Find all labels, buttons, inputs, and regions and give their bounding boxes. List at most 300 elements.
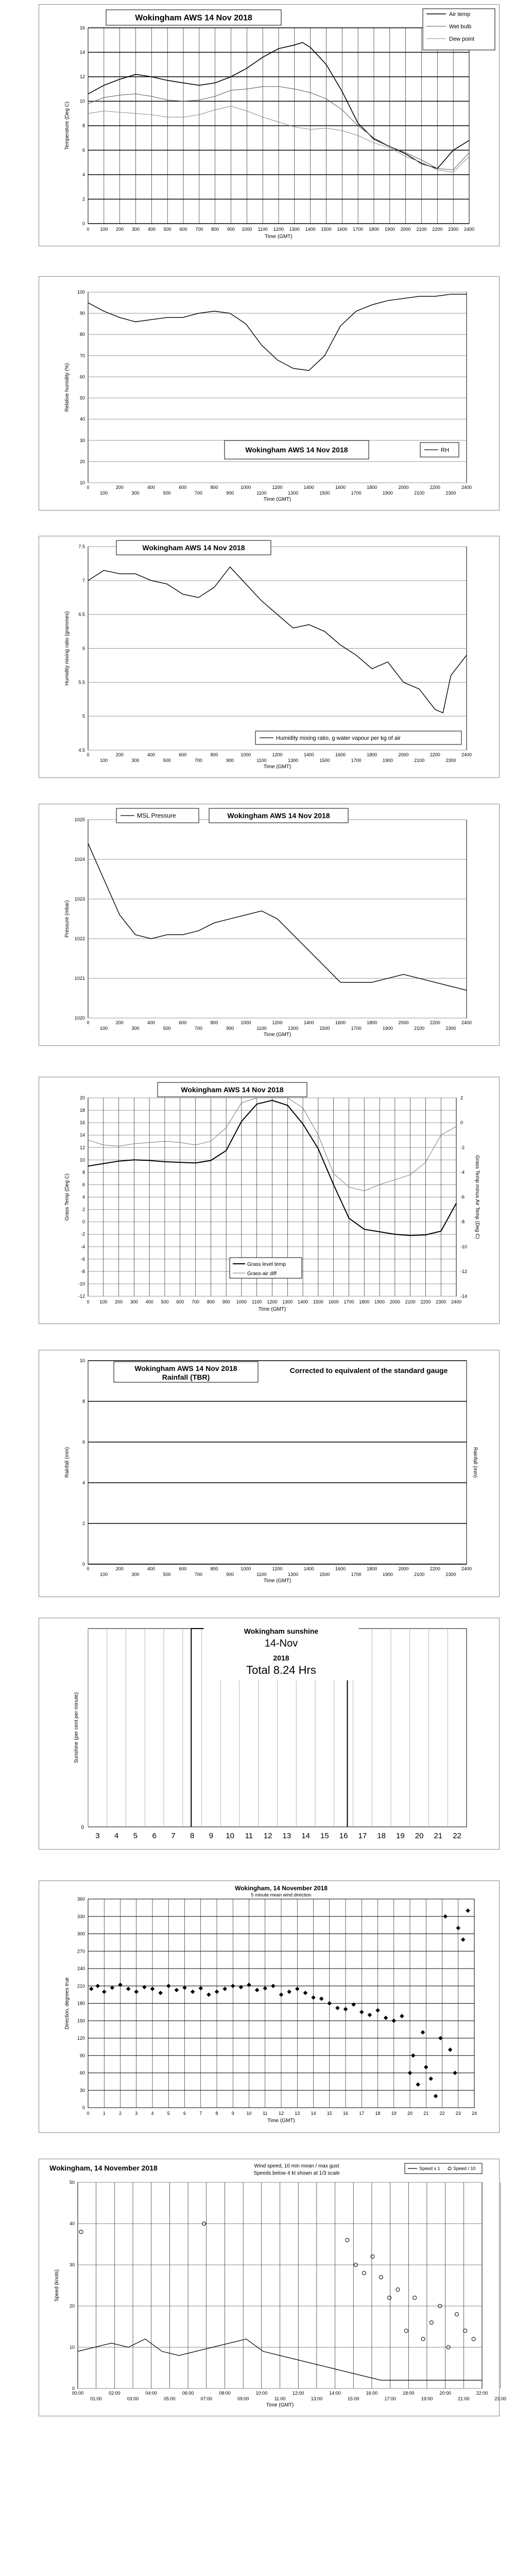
y-tick-label: 0	[82, 1562, 85, 1567]
y-right-tick-label: -10	[460, 1244, 468, 1249]
x-tick-label: 2200	[420, 1299, 431, 1304]
chart-subtitle: Wind speed, 10 min mean / max gust	[254, 2163, 339, 2169]
x-tick-label: 02:00	[109, 2391, 121, 2396]
x-tick-label: 18:00	[403, 2391, 415, 2396]
legend-label: Grass-air diff	[247, 1271, 277, 1277]
x-tick-label: 1700	[351, 1026, 362, 1031]
y-tick-label: 14	[79, 49, 85, 55]
x-tick-label: 200	[116, 227, 124, 232]
x-tick-label: 1100	[256, 1026, 267, 1031]
x-axis-label: Time (GMT)	[263, 764, 291, 770]
x-tick-label: 500	[163, 490, 171, 496]
x-tick-label: 1000	[241, 1020, 251, 1025]
x-tick-label: 5	[167, 2111, 170, 2116]
x-tick-label: 500	[163, 758, 171, 763]
y-right-tick-label: -8	[460, 1219, 465, 1225]
pressure-chart-svg	[39, 804, 499, 1045]
y-tick-label: 80	[79, 332, 85, 337]
x-tick-label: 600	[176, 1299, 184, 1304]
x-tick-label: 14:00	[329, 2391, 341, 2396]
y-tick-label: 100	[77, 290, 85, 295]
x-tick-label: 500	[163, 227, 171, 232]
x-tick-label: 1500	[319, 1572, 330, 1577]
x-tick-label: 2100	[414, 758, 425, 763]
y-tick-label: 60	[79, 2070, 85, 2076]
x-tick-label: 10:00	[255, 2391, 268, 2396]
x-tick-label: 19:00	[421, 2396, 433, 2401]
x-tick-label: 09:00	[237, 2396, 249, 2401]
x-tick-label: 13:00	[311, 2396, 323, 2401]
y-axis-label: Speed (knots)	[54, 2269, 60, 2302]
x-tick-label: 1900	[374, 1299, 385, 1304]
x-tick-label: 1500	[321, 227, 332, 232]
x-tick-label: 06:00	[182, 2391, 194, 2396]
x-tick-label: 700	[194, 490, 202, 496]
chart-title-text: Wokingham AWS 14 Nov 2018	[134, 1364, 237, 1372]
y-tick-label: 330	[77, 1913, 85, 1919]
x-tick-label: 1300	[289, 227, 300, 232]
x-tick-label: 11	[263, 2111, 268, 2116]
x-tick-label: 600	[179, 485, 187, 490]
x-tick-label: 200	[115, 485, 124, 490]
x-tick-label: 2100	[416, 227, 427, 232]
x-tick-label: 9	[209, 1832, 214, 1840]
x-tick-label: 2	[118, 2111, 122, 2116]
y-tick-label: 7.5	[78, 544, 85, 549]
y-tick-label: 10	[79, 98, 85, 104]
x-tick-label: 04:00	[145, 2391, 157, 2396]
x-tick-label: 2000	[398, 1020, 409, 1025]
y-tick-label: 20	[79, 1095, 85, 1100]
chart-title: Wokingham AWS 14 Nov 2018	[227, 811, 330, 820]
y-tick-label: 1021	[74, 976, 85, 981]
y-tick-label: 1020	[74, 1015, 85, 1021]
x-tick-label: 100	[100, 490, 108, 496]
x-tick-label: 08:00	[219, 2391, 231, 2396]
x-tick-label: 1200	[267, 1299, 278, 1304]
x-tick-label: 14	[301, 1832, 310, 1840]
x-tick-label: 1200	[273, 227, 284, 232]
x-tick-label: 400	[145, 1299, 153, 1304]
x-tick-label: 2100	[414, 1572, 425, 1577]
x-tick-label: 20	[407, 2111, 413, 2116]
y-tick-label: 6	[82, 646, 85, 651]
x-tick-label: 100	[100, 1572, 108, 1577]
chart-title: Wokingham AWS 14 Nov 2018	[181, 1085, 284, 1094]
y-tick-label: 0	[72, 2386, 75, 2391]
y-axis-label: Relative humidity (%)	[64, 363, 70, 412]
y-tick-label: -2	[80, 1231, 85, 1237]
x-tick-label: 1700	[353, 227, 364, 232]
y-tick-label: 2	[82, 1521, 85, 1526]
x-tick-label: 11	[245, 1832, 253, 1840]
y-tick-label: 18	[79, 1108, 85, 1113]
chart-title: Wokingham AWS 14 Nov 2018	[142, 543, 245, 552]
x-tick-label: 400	[147, 227, 156, 232]
x-tick-label: 07:00	[200, 2396, 213, 2401]
y-tick-label: 30	[69, 2262, 75, 2267]
x-tick-label: 400	[147, 485, 156, 490]
x-tick-label: 1900	[382, 1572, 393, 1577]
x-tick-label: 1800	[367, 1020, 377, 1025]
x-tick-label: 2200	[430, 1020, 440, 1025]
sunshine-chart	[39, 1618, 500, 1850]
y-tick-label: 6	[82, 147, 85, 153]
x-tick-label: 100	[100, 1026, 108, 1031]
x-tick-label: 22	[439, 2111, 445, 2116]
x-tick-label: 9	[231, 2111, 234, 2116]
y-axis-label: Temperature (Deg C)	[64, 101, 70, 150]
y-tick-label: 10	[79, 480, 85, 485]
mixing-ratio-chart	[39, 536, 500, 778]
y-axis-label: Direction, degrees true	[64, 1977, 70, 2030]
x-tick-label: 1400	[303, 485, 314, 490]
sunshine-chart-svg	[39, 1618, 499, 1849]
x-axis-label: Time (GMT)	[258, 1307, 286, 1312]
chart-subtitle: Speeds below 4 kt shown at 1/3 scale	[253, 2171, 340, 2176]
x-tick-label: 1900	[382, 758, 393, 763]
x-tick-label: 21	[423, 2111, 429, 2116]
y-tick-label: 4	[82, 1480, 85, 1485]
x-tick-label: 1300	[288, 490, 299, 496]
y-tick-label: -4	[80, 1244, 85, 1249]
legend-label: Air temp	[449, 11, 470, 18]
x-tick-label: 24	[471, 2111, 477, 2116]
x-tick-label: 1600	[337, 227, 348, 232]
x-tick-label: 2300	[448, 227, 459, 232]
x-tick-label: 2400	[461, 1020, 472, 1025]
x-tick-label: 15	[327, 2111, 332, 2116]
legend-label: Wet bulb	[449, 24, 472, 30]
y-right-axis-label: Rainfall (mm)	[472, 1447, 478, 1478]
x-tick-label: 1500	[319, 758, 330, 763]
x-tick-label: 1100	[256, 490, 267, 496]
x-tick-label: 2300	[445, 1026, 456, 1031]
x-tick-label: 19	[391, 2111, 397, 2116]
x-tick-label: 300	[131, 490, 140, 496]
x-axis-label: Time (GMT)	[266, 2402, 294, 2408]
y-right-tick-label: -12	[460, 1268, 468, 1274]
y-tick-label: 4.5	[78, 748, 85, 753]
x-tick-label: 1200	[272, 752, 283, 757]
x-tick-label: 1800	[367, 1566, 377, 1571]
x-tick-label: 14	[311, 2111, 316, 2116]
x-tick-label: 00:00	[72, 2391, 84, 2396]
x-tick-label: 500	[163, 1572, 171, 1577]
x-tick-label: 2000	[398, 485, 409, 490]
x-tick-label: 900	[226, 1026, 234, 1031]
x-tick-label: 1200	[272, 485, 283, 490]
x-tick-label: 19	[396, 1832, 405, 1840]
x-tick-label: 600	[179, 227, 187, 232]
y-tick-label: 16	[79, 25, 85, 30]
temperature-chart-svg	[39, 5, 499, 246]
x-tick-label: 15:00	[347, 2396, 359, 2401]
x-axis-label: Time (GMT)	[263, 1578, 291, 1584]
grass-temperature-chart	[39, 1077, 500, 1324]
y-tick-label: 2	[82, 1207, 85, 1212]
chart-subtitle: Rainfall (TBR)	[162, 1373, 210, 1381]
x-tick-label: 0	[87, 1299, 90, 1304]
y-axis-label: Rainfall (mm)	[64, 1447, 70, 1478]
x-tick-label: 16	[339, 1832, 348, 1840]
y-right-tick-label: -6	[460, 1194, 465, 1200]
x-tick-label: 1400	[298, 1299, 308, 1304]
y-tick-label: 12	[79, 74, 85, 79]
mixing-ratio-chart-svg	[39, 536, 499, 777]
wind-direction-chart	[39, 1880, 500, 2133]
y-tick-label: 5.5	[78, 680, 85, 685]
x-tick-label: 10	[226, 1832, 234, 1840]
x-tick-label: 1400	[303, 1566, 314, 1571]
x-tick-label: 100	[100, 758, 108, 763]
chart-total: Total 8.24 Hrs	[246, 1664, 316, 1676]
y-tick-label: -6	[80, 1256, 85, 1262]
x-tick-label: 2000	[398, 752, 409, 757]
x-tick-label: 21	[434, 1832, 443, 1840]
legend-label: RH	[441, 447, 449, 453]
x-tick-label: 1100	[258, 227, 268, 232]
x-tick-label: 23	[455, 2111, 461, 2116]
y-tick-label: 1025	[74, 817, 85, 822]
x-tick-label: 200	[115, 1299, 123, 1304]
x-tick-label: 1300	[288, 758, 299, 763]
x-tick-label: 12	[278, 2111, 284, 2116]
x-tick-label: 2200	[432, 227, 443, 232]
x-tick-label: 1900	[384, 227, 395, 232]
x-tick-label: 800	[210, 1566, 218, 1571]
y-tick-label: 7	[82, 578, 85, 583]
x-tick-label: 1600	[335, 485, 346, 490]
y-axis-label: Sunshine (per cent per minute)	[74, 1692, 79, 1764]
x-tick-label: 0	[87, 227, 90, 232]
y-tick-label: 270	[77, 1948, 85, 1954]
x-tick-label: 2200	[430, 485, 440, 490]
x-tick-label: 900	[226, 490, 234, 496]
x-tick-label: 1000	[241, 752, 251, 757]
x-tick-label: 1700	[351, 1572, 362, 1577]
y-tick-label: 14	[79, 1132, 85, 1138]
y-tick-label: 16	[79, 1120, 85, 1126]
legend-label: Humidity mixing ratio, g water vapour per kg of air	[276, 735, 401, 741]
legend-label: MSL Pressure	[137, 812, 176, 819]
x-tick-label: 300	[131, 1026, 140, 1031]
y-tick-label: 10	[69, 2345, 75, 2350]
y-tick-label: 6	[82, 1439, 85, 1445]
x-tick-label: 900	[227, 227, 235, 232]
x-tick-label: 2300	[445, 1572, 456, 1577]
x-tick-label: 600	[179, 1566, 187, 1571]
x-tick-label: 300	[130, 1299, 138, 1304]
y-tick-label: -12	[78, 1294, 85, 1299]
x-tick-label: 1800	[367, 485, 377, 490]
rainfall-chart-svg	[39, 1350, 499, 1597]
y-tick-label: 1022	[74, 936, 85, 941]
x-tick-label: 700	[194, 758, 202, 763]
humidity-chart	[39, 276, 500, 511]
legend-label: Dew point	[449, 36, 474, 42]
x-tick-label: 6	[152, 1832, 157, 1840]
x-tick-label: 700	[192, 1299, 200, 1304]
y-tick-label: 1023	[74, 896, 85, 902]
x-tick-label: 2100	[414, 490, 425, 496]
y-tick-label: 8	[82, 123, 85, 128]
x-tick-label: 12:00	[292, 2391, 304, 2396]
y-tick-label: 210	[77, 1983, 85, 1989]
temperature-chart	[39, 4, 500, 246]
x-tick-label: 1100	[256, 758, 267, 763]
x-tick-label: 16	[342, 2111, 349, 2116]
y-right-tick-label: -14	[460, 1294, 468, 1299]
x-tick-label: 1500	[319, 1026, 330, 1031]
x-tick-label: 1800	[359, 1299, 370, 1304]
x-tick-label: 0	[87, 1566, 90, 1571]
x-tick-label: 800	[210, 752, 218, 757]
x-tick-label: 1700	[344, 1299, 354, 1304]
y-tick-label: 5	[82, 714, 85, 719]
y-tick-label: 0	[82, 1219, 85, 1225]
x-tick-label: 03:00	[127, 2396, 139, 2401]
x-tick-label: 700	[194, 1572, 202, 1577]
y-tick-label: 90	[79, 2053, 85, 2058]
x-tick-label: 0	[87, 485, 90, 490]
y-tick-label: 30	[79, 2088, 85, 2093]
chart-note: Corrected to equivalent of the standard gauge	[289, 1366, 448, 1375]
x-tick-label: 2400	[461, 752, 472, 757]
y-tick-label: 360	[77, 1896, 85, 1902]
chart-title: Wokingham, 14 November 2018	[235, 1885, 328, 1892]
x-tick-label: 8	[215, 2111, 218, 2116]
x-tick-label: 17	[358, 1832, 367, 1840]
pressure-chart	[39, 804, 500, 1046]
x-axis-label: Time (GMT)	[265, 234, 293, 240]
chart-subtitle: 5 minute mean wind direction	[251, 1892, 312, 1897]
x-tick-label: 17	[359, 2111, 365, 2116]
x-tick-label: 500	[163, 1026, 171, 1031]
x-tick-label: 17:00	[384, 2396, 396, 2401]
x-tick-label: 13	[295, 2111, 300, 2116]
x-tick-label: 22	[453, 1832, 461, 1840]
y-tick-label: 4	[82, 172, 85, 177]
x-tick-label: 1200	[272, 1566, 283, 1571]
x-tick-label: 8	[190, 1832, 195, 1840]
x-axis-label: Time (GMT)	[263, 497, 291, 502]
wind-speed-chart	[39, 2159, 506, 2416]
y-axis-label: Humidity mixing ratio (grammes)	[64, 611, 70, 686]
chart-date: 14-Nov	[264, 1638, 298, 1649]
x-tick-label: 900	[222, 1299, 230, 1304]
x-tick-label: 3	[135, 2111, 138, 2116]
x-tick-label: 900	[226, 1572, 234, 1577]
chart-title: Wokingham sunshine	[244, 1627, 319, 1635]
grass-temperature-chart-svg	[39, 1077, 499, 1324]
x-tick-label: 0	[87, 1020, 90, 1025]
y-right-tick-label: 0	[460, 1120, 464, 1126]
y-tick-label: 20	[69, 2303, 75, 2309]
x-tick-label: 800	[210, 485, 218, 490]
x-tick-label: 1	[102, 2111, 106, 2116]
x-tick-label: 700	[195, 227, 203, 232]
y-tick-label: 8	[82, 1399, 85, 1404]
x-tick-label: 2000	[400, 227, 411, 232]
x-tick-label: 1700	[351, 490, 362, 496]
x-tick-label: 2300	[445, 490, 456, 496]
y-axis-label: Pressure (mbar)	[64, 900, 70, 938]
wind-direction-chart-svg	[39, 1881, 499, 2132]
y-tick-label: 2	[82, 196, 85, 202]
chart-year: 2018	[273, 1654, 289, 1662]
x-tick-label: 05:00	[164, 2396, 176, 2401]
y-right-tick-label: -2	[460, 1145, 465, 1150]
x-tick-label: 20:00	[439, 2391, 451, 2396]
legend-label: Speed x 1	[419, 2166, 440, 2171]
x-tick-label: 100	[100, 227, 108, 232]
x-tick-label: 1100	[252, 1299, 262, 1304]
x-tick-label: 1000	[241, 1566, 251, 1571]
y-tick-label: 30	[79, 437, 85, 443]
y-tick-label: 1024	[74, 857, 85, 862]
y-tick-label: 20	[79, 459, 85, 464]
x-tick-label: 700	[194, 1026, 202, 1031]
y-tick-label: 6	[82, 1182, 85, 1188]
x-tick-label: 22:00	[476, 2391, 488, 2396]
x-tick-label: 18	[375, 2111, 381, 2116]
x-tick-label: 1000	[236, 1299, 247, 1304]
y-tick-label: 10	[79, 1157, 85, 1163]
y-tick-label: 70	[79, 353, 85, 359]
x-tick-label: 10	[246, 2111, 252, 2116]
x-tick-label: 1000	[242, 227, 252, 232]
x-tick-label: 6	[183, 2111, 186, 2116]
y-tick-label: 8	[82, 1170, 85, 1175]
y-tick-label: 40	[69, 2221, 75, 2226]
chart-title: Wokingham, 14 November 2018	[49, 2164, 158, 2172]
x-tick-label: 1300	[282, 1299, 293, 1304]
x-tick-label: 1600	[335, 1020, 346, 1025]
x-tick-label: 12	[263, 1832, 272, 1840]
x-tick-label: 200	[115, 1020, 124, 1025]
x-tick-label: 400	[147, 1566, 156, 1571]
x-tick-label: 1000	[241, 485, 251, 490]
x-tick-label: 200	[115, 1566, 124, 1571]
y-tick-label: 180	[77, 2001, 85, 2006]
y-tick-label: 0	[82, 221, 85, 226]
x-tick-label: 1600	[335, 1566, 346, 1571]
x-tick-label: 2400	[451, 1299, 462, 1304]
x-tick-label: 2100	[414, 1026, 425, 1031]
x-tick-label: 01:00	[90, 2396, 102, 2401]
y-tick-label: 0	[81, 1825, 84, 1831]
x-tick-label: 7	[199, 2111, 202, 2116]
x-tick-label: 16:00	[366, 2391, 378, 2396]
x-tick-label: 2300	[436, 1299, 447, 1304]
y-tick-label: 12	[79, 1145, 85, 1150]
y-tick-label: 50	[69, 2180, 75, 2185]
y-tick-label: 10	[79, 1358, 85, 1363]
x-tick-label: 0	[87, 752, 90, 757]
x-tick-label: 1400	[303, 1020, 314, 1025]
x-tick-label: 4	[151, 2111, 154, 2116]
x-tick-label: 2400	[461, 485, 472, 490]
x-axis-label: Time (GMT)	[267, 2118, 295, 2124]
y-tick-label: 300	[77, 1931, 85, 1937]
y-tick-label: 4	[82, 1194, 85, 1200]
y-right-tick-label: -4	[460, 1170, 465, 1175]
x-tick-label: 20	[415, 1832, 424, 1840]
chart-title: Wokingham AWS 14 Nov 2018	[135, 13, 252, 23]
x-tick-label: 2000	[389, 1299, 400, 1304]
x-tick-label: 2200	[430, 1566, 440, 1571]
